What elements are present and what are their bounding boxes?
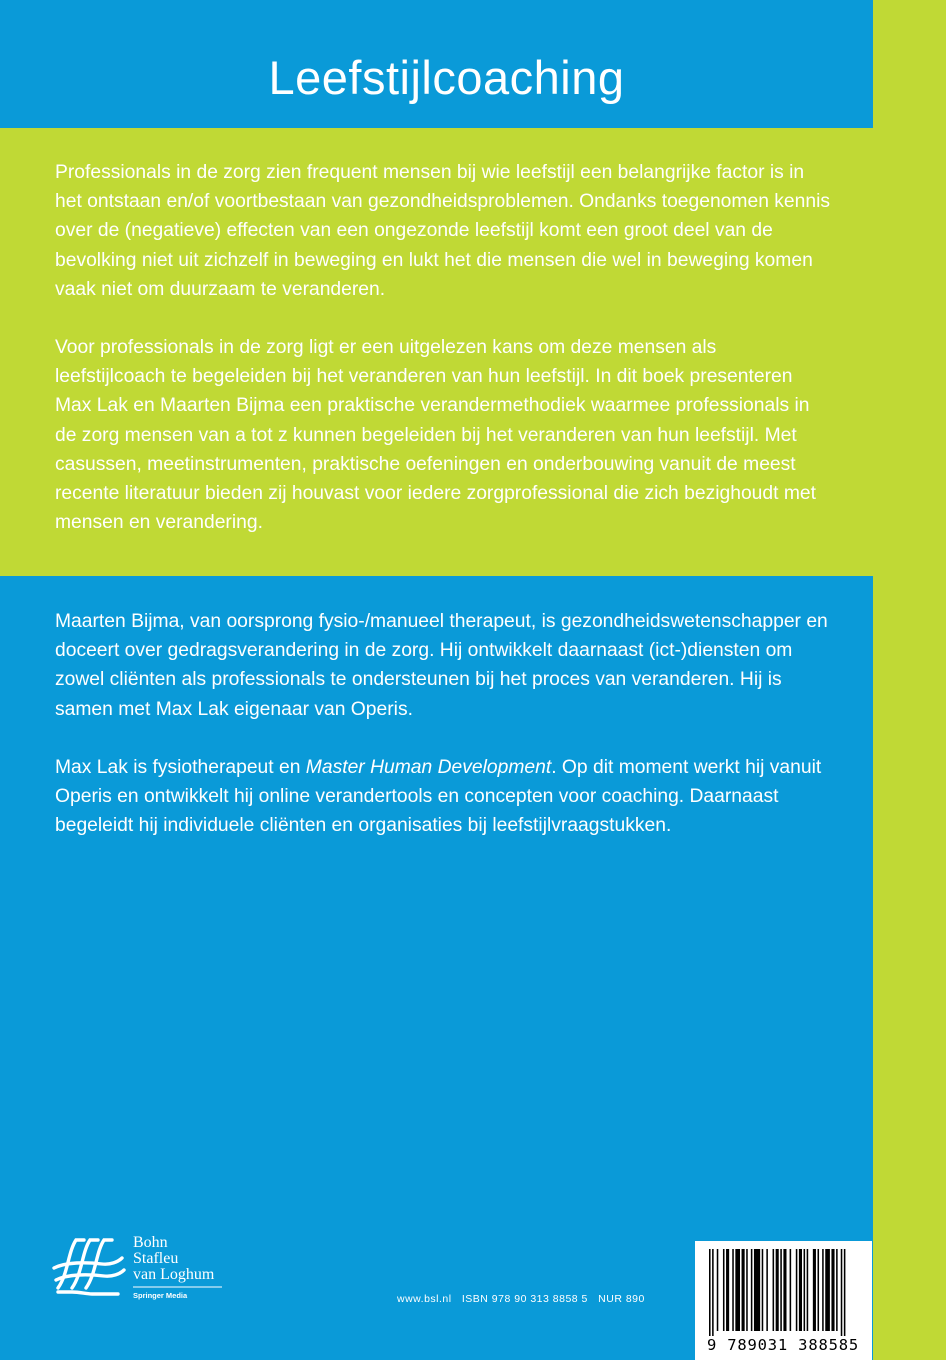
barcode-bar [773,1249,775,1331]
authors-text [55,607,830,869]
barcode-bar [717,1249,719,1331]
barcode-bar [742,1249,745,1331]
footer-website: www.bsl.nl [397,1293,452,1305]
barcode-bar [831,1249,834,1331]
description-paragraph-2: Voor professionals in de zorg ligt er een uitgelezen kans om deze mensen als leefstijlcoach te begeleiden bij het veranderen van hun leefstijl. In dit boek presenteren Max Lak en Maarten Bijma een praktische verandermethodiek waarmee professionals in de zorg mensen van a tot z kunnen begeleiden bij het veranderen van hun leefstijl. Met casussen, meetinstrumenten, praktische oefeningen en onderbouwing vanuit de meest recente literatuur bieden zij houvast voor iedere zorgprofessional die zich bezighoudt met mensen en verandering. [55,337,816,534]
barcode-bar [825,1249,830,1331]
barcode-bar [813,1249,816,1331]
barcode-bar [762,1249,764,1331]
barcode-bar [754,1249,760,1331]
publisher-sub: Springer Media [133,1291,188,1300]
barcode-bar [732,1249,734,1331]
barcode-bar [726,1249,729,1331]
description-text [55,158,830,566]
barcode-bar [712,1249,714,1336]
footer-info [397,1293,645,1305]
publisher-logo [52,1232,227,1310]
author-bio-lak-degree: Master Human Development [305,756,552,778]
author-bio-lak-end: . Op dit moment werkt hij vanuit Operis en ontwikkelt hij online verandertools en concepten voor coaching. Daarnaast begeleidt hij individuele cliënten en organisaties bij leefstijlvraagstukken. [55,756,822,837]
footer-isbn: ISBN 978 90 313 8858 5 [461,1293,588,1305]
publisher-name-line-2: Stafleu [133,1250,179,1267]
barcode-bar [746,1249,748,1331]
title-band [0,0,873,128]
author-bio-bijma: Maarten Bijma, van oorsprong fysio-/manueel therapeut, is gezondheidswetenschapper en doceert over gedragsverandering in de zorg. Hij ontwikkelt daarnaast (ict-)diensten om zowel cliënten als professionals te ondersteunen bij het proces van veranderen. Hij is samen met Max Lak eigenaar van Operis. [55,611,828,720]
footer-nur: NUR 890 [598,1293,645,1305]
barcode-bar [807,1249,809,1331]
barcode-bar [783,1249,786,1331]
barcode-bar [723,1249,725,1331]
publisher-name-line-3: van Loghum [133,1266,215,1283]
barcode-bar [844,1249,846,1336]
bsl-logo-icon [54,1240,124,1294]
barcode-bar [776,1249,779,1331]
barcode-bar [709,1249,711,1336]
barcode-bar [822,1249,824,1331]
barcode-bar [751,1249,753,1331]
barcode-bar [799,1249,802,1331]
barcode-bar [841,1249,843,1336]
description-paragraph-1: Professionals in de zorg zien frequent mensen bij wie leefstijl een belangrijke factor is in het ontstaan en/of voortbestaan van gezondheidsproblemen. Ondanks toegenomen kennis over de (negatieve) effecten van een ongezonde leefstijl komt een groot deel van de bevolking niet uit zichzelf in beweging en lukt het die mensen die wel in beweging komen vaak niet om duurzaam te veranderen. [55,162,831,300]
barcode-bar [804,1249,806,1331]
author-bio-lak [55,753,830,841]
barcode-bar [780,1249,782,1331]
barcode-bar [796,1249,798,1331]
barcode-bar [790,1249,792,1331]
barcode-bar [735,1249,740,1331]
barcode-bar [836,1249,838,1331]
barcode-bar [766,1249,768,1331]
barcode-bars [695,1241,872,1336]
barcode-bar [818,1249,820,1331]
author-bio-lak-start: Max Lak is fysiotherapeut en [55,756,306,778]
barcode-digits: 9 789031 388585 [707,1336,859,1354]
barcode [695,1241,872,1360]
publisher-name-line-1: Bohn [133,1234,168,1251]
book-title: Leefstijlcoaching [268,51,625,104]
